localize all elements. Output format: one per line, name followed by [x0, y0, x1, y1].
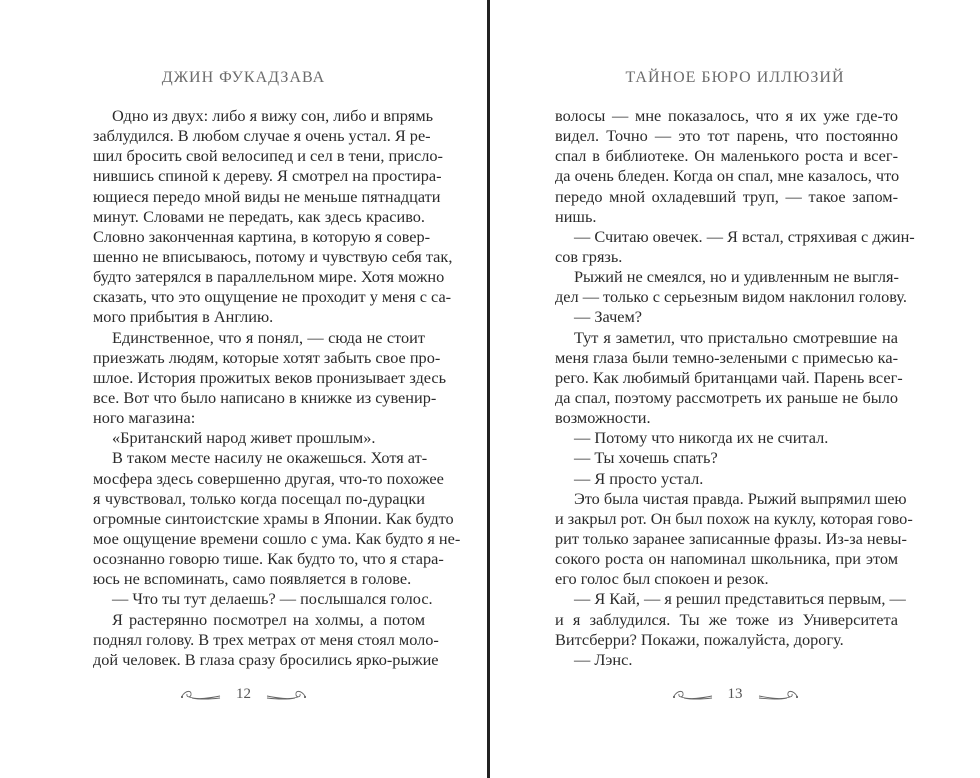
text-line: все. Вот что было написано в книжке из сувенир- — [93, 387, 437, 407]
text-line: — Лэнс. — [574, 649, 633, 669]
running-head-author: ДЖИН ФУКАДЗАВА — [161, 69, 326, 86]
text-line: мого прибытия в Англию. — [93, 307, 274, 327]
text-line: ющиеся передо мной виды не меньше пятнадцати — [93, 186, 441, 206]
text-line: да спал, поэтому рассмотреть их раньше не было — [555, 387, 898, 407]
text-line: — Что ты тут делаешь? — послышался голос. — [112, 589, 433, 609]
flourish-left-icon — [180, 688, 222, 702]
text-line: и закрыл рот. Он был похож на куклу, которая гово- — [555, 508, 913, 528]
text-line: — Ты хочешь спать? — [574, 448, 718, 468]
left-page — [0, 0, 487, 778]
text-line: В таком месте насилу не окажешься. Хотя ат- — [112, 448, 428, 468]
flourish-right-icon — [757, 688, 799, 702]
text-line: меня глаза были темно-зелеными с примесью ка- — [555, 347, 898, 367]
text-line: Одно из двух: либо я вижу сон, либо и впрямь — [112, 106, 434, 125]
body-text — [93, 106, 461, 670]
text-line: осознанно говорю тише. Как будто то, что я стара- — [93, 549, 444, 569]
text-line: видел. Точно — это тот парень, что постоянно — [555, 126, 898, 146]
text-line: я чувствовал, только когда посещал по-дурацки — [93, 488, 425, 508]
text-line: — Зачем? — [574, 307, 643, 327]
text-line: дой человек. В глаза сразу бросились ярко-рыжие — [93, 649, 439, 669]
text-line: Словно законченная картина, в которую я совер- — [93, 226, 431, 246]
text-line: волосы — мне показалось, что я их уже где-то — [555, 106, 898, 125]
text-line: шенно не вписываюсь, потому и чувствую себя так, — [93, 246, 453, 266]
text-line: — Я Кай, — я решил представиться первым, — — [574, 589, 906, 609]
text-line: «Британский народ живет прошлым». — [112, 428, 376, 448]
page-footer — [0, 686, 487, 703]
text-line: да очень бледен. Когда он спал, мне казалось, что — [555, 166, 900, 186]
text-line: сказать, что это ощущение не проходит у меня с са- — [93, 287, 452, 307]
flourish-right-icon — [265, 688, 307, 702]
text-line: и я заблудился. Ты же тоже из Университета — [555, 609, 898, 629]
text-line: рего. Как любимый британцами чай. Парень всег- — [555, 367, 903, 387]
running-head-title: ТАЙНОЕ БЮРО ИЛЛЮЗИЙ — [625, 69, 845, 86]
text-line: огромные синтоистские храмы в Японии. Как будто — [93, 508, 454, 528]
text-line: — Я просто устал. — [574, 468, 704, 488]
text-line: рит только заранее записанные фразы. Из-за невы- — [555, 528, 907, 548]
text-line: сов грязь. — [555, 246, 623, 266]
text-line: его голос был спокоен и резок. — [555, 569, 769, 589]
text-line: — Потому что никогда их не считал. — [574, 428, 829, 448]
text-line: Единственное, что я понял, — сюда не стоит — [112, 327, 425, 347]
text-line: Я растерянно посмотрел на холмы, а потом — [112, 609, 425, 629]
text-line: ного магазина: — [93, 408, 196, 428]
text-line: сокого роста он напоминал школьника, при этом — [555, 549, 898, 569]
text-line: приезжать людям, которые хотят забыть свое про- — [93, 347, 441, 367]
text-line: Это была чистая правда. Рыжий выпрямил шею — [574, 488, 907, 508]
page-number: 13 — [727, 686, 743, 702]
text-line: мое ощущение времени сошло с ума. Как будто я не- — [93, 528, 461, 548]
text-line: Рыжий не смеялся, но и удивленным не выгля- — [574, 267, 899, 287]
page-footer — [490, 686, 980, 703]
text-line: нишь. — [555, 206, 597, 226]
text-line: будто затерялся в параллельном мире. Хотя можно — [93, 267, 445, 287]
text-line: заблудился. В любом случае я очень устал. Я ре- — [93, 126, 431, 146]
text-line: передо мной охладевший труп, — такое запом- — [555, 186, 898, 206]
text-line: возможности. — [555, 408, 651, 428]
page-number: 12 — [236, 686, 251, 702]
text-line: поднял голову. В трех метрах от меня стоял моло- — [93, 629, 439, 649]
text-line: шлое. История прожитых веков пронизывает здесь — [93, 367, 447, 387]
text-line: юсь не вспоминать, само появляется в голове. — [93, 569, 412, 589]
text-line: спал в библиотеке. Он маленького роста и всег- — [555, 146, 898, 166]
right-page — [490, 0, 980, 778]
text-line: дел — только с серьезным видом наклонил голову. — [555, 287, 907, 307]
text-line: Витсберри? Покажи, пожалуйста, дорогу. — [555, 629, 844, 649]
text-line: нившись спиной к дереву. Я смотрел на простира- — [93, 166, 442, 186]
text-line: минут. Словами не передать, как здесь красиво. — [93, 206, 425, 226]
text-line: Тут я заметил, что пристально смотревшие на — [574, 327, 898, 347]
text-line: — Считаю овечек. — Я встал, стряхивая с джин- — [574, 226, 915, 246]
body-text — [555, 106, 915, 670]
text-line: мосфера здесь совершенно другая, что-то похожее — [93, 468, 444, 488]
text-line: шил бросить свой велосипед и сел в тени, присло- — [93, 146, 443, 166]
flourish-left-icon — [672, 688, 714, 702]
